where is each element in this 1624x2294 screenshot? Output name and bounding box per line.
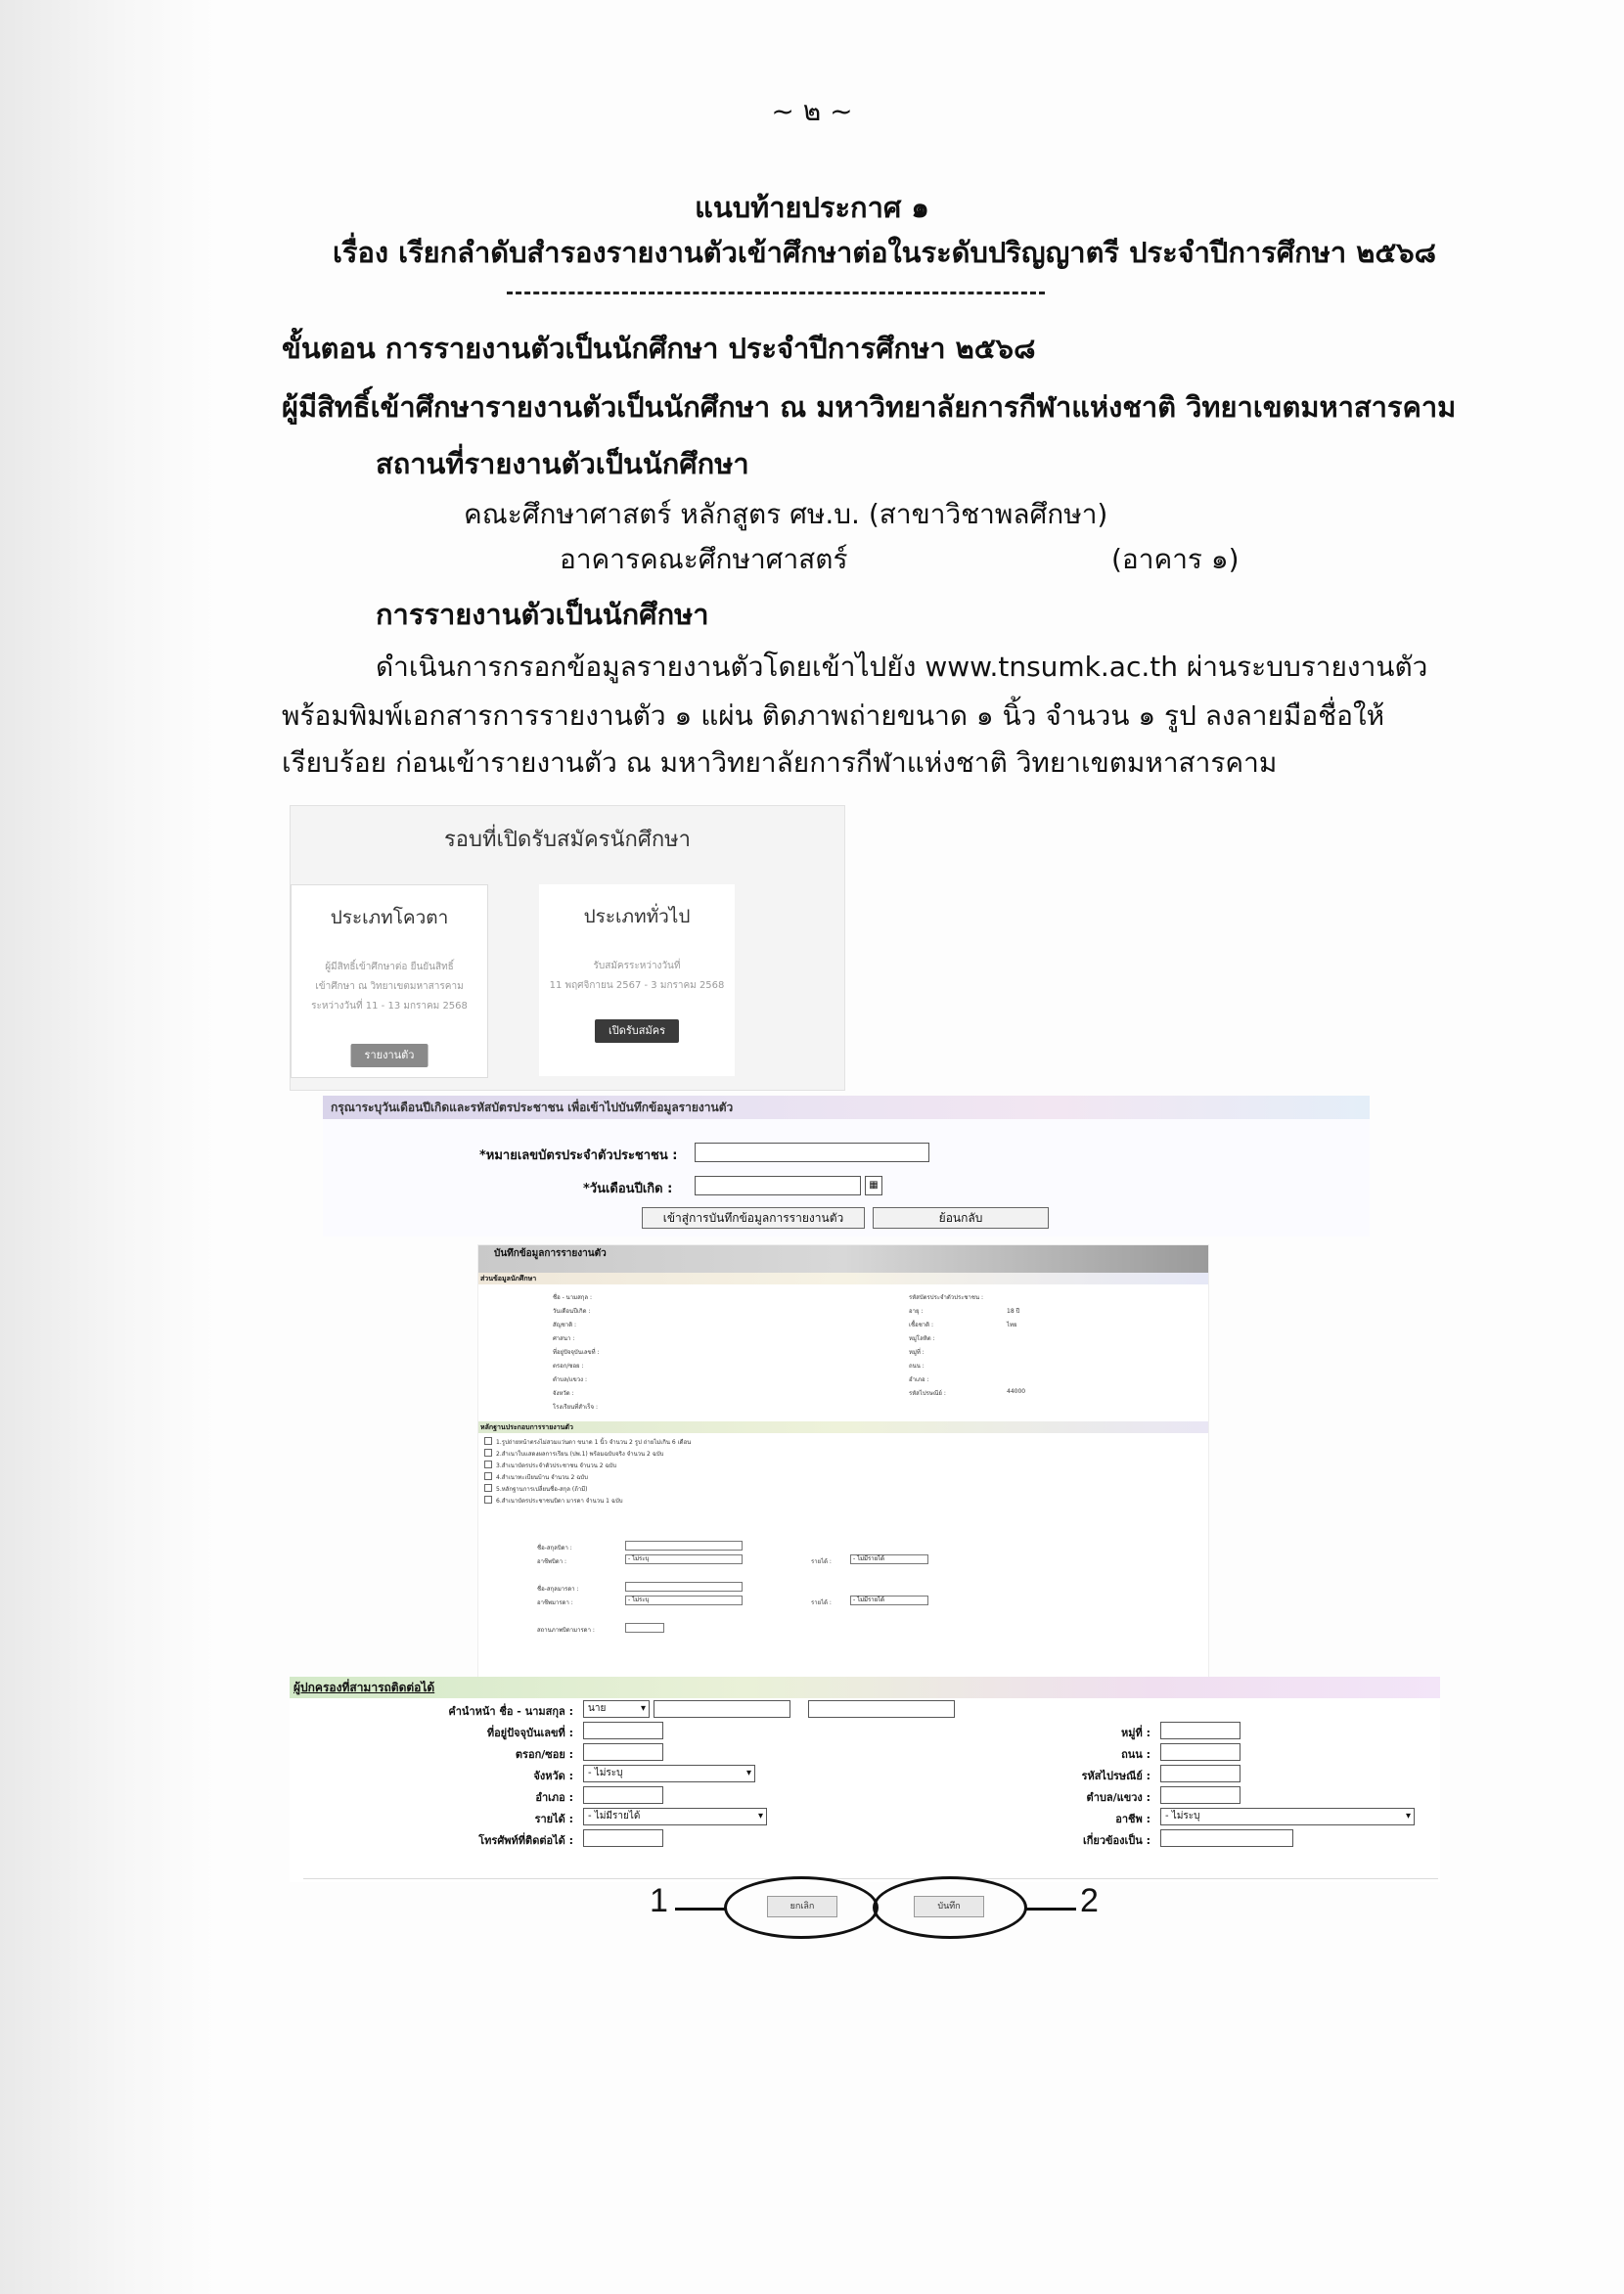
subject-line: เรื่อง เรียกลำดับสำรองรายงานตัวเข้าศึกษาต่อในระดับปริญญาตรี ประจำปีการศึกษา ๒๕๖๘: [333, 236, 1437, 269]
father-career-select[interactable]: - ไม่ระบุ: [625, 1554, 743, 1564]
income-select[interactable]: - ไม่มีรายได้ ▾: [583, 1808, 767, 1825]
parent-label: ชื่อ-สกุลมารดา :: [537, 1586, 579, 1593]
doc-checkbox[interactable]: [484, 1496, 492, 1504]
parent-label: รายได้ :: [811, 1558, 832, 1565]
field-label: เชื้อชาติ :: [909, 1322, 933, 1328]
moo-input[interactable]: [1160, 1722, 1241, 1739]
doc-item: 4.สำเนาทะเบียนบ้าน จำนวน 2 ฉบับ: [496, 1474, 588, 1481]
mother-income-select[interactable]: - ไม่มีรายได้: [850, 1596, 928, 1605]
phone-input[interactable]: [583, 1829, 663, 1847]
field-label: โรงเรียนที่สำเร็จ :: [553, 1404, 598, 1411]
district-input[interactable]: [583, 1786, 663, 1804]
faculty-line: คณะศึกษาศาสตร์ หลักสูตร ศษ.บ. (สาขาวิชาพลศึกษา): [464, 498, 1108, 530]
mother-name-input[interactable]: [625, 1582, 743, 1592]
postcode-input[interactable]: [1160, 1765, 1241, 1782]
step-heading: ขั้นตอน การรายงานตัวเป็นนักศึกษา ประจำปีการศึกษา ๒๕๖๘: [282, 332, 1036, 365]
marker-2: 2: [1080, 1882, 1099, 1919]
father-name-input[interactable]: [625, 1541, 743, 1551]
guardian-label: รายได้ :: [534, 1813, 573, 1825]
paragraph-line-1: ดำเนินการกรอกข้อมูลรายงานตัวโดยเข้าไปยัง www.tnsumk.ac.th ผ่านระบบรายงานตัว: [376, 651, 1428, 683]
eligible-heading: ผู้มีสิทธิ์เข้าศึกษารายงานตัวเป็นนักศึกษา ณ มหาวิทยาลัยการกีฬาแห่งชาติ วิทยาเขตมหาสารคาม: [282, 390, 1457, 424]
doc-item: 6.สำเนาบัตรประชาชนบิดา มารดา จำนวน 1 ฉบับ: [496, 1498, 623, 1505]
marker-1: 1: [650, 1882, 668, 1919]
quota-title: ประเภทโควตา: [330, 907, 449, 928]
road-input[interactable]: [1160, 1743, 1241, 1761]
admission-rounds-screenshot: [290, 805, 845, 1091]
doc-checkbox[interactable]: [484, 1449, 492, 1457]
building-number: (อาคาร ๑): [1111, 543, 1240, 575]
title-select[interactable]: นาย ▾: [583, 1700, 650, 1718]
doc-item: 1.รูปถ่ายหน้าตรงไม่สวมแว่นตา ขนาด 1 นิ้ว จำนวน 2 รูป ถ่ายไม่เกิน 6 เดือน: [496, 1439, 692, 1446]
subdistrict-input[interactable]: [1160, 1786, 1241, 1804]
doc-checkbox[interactable]: [484, 1472, 492, 1480]
back-button[interactable]: ย้อนกลับ: [873, 1207, 1049, 1229]
parent-label: อาชีพบิดา :: [537, 1558, 567, 1565]
relation-input[interactable]: [1160, 1829, 1293, 1847]
guardian-label: ถนน :: [1121, 1748, 1150, 1761]
id-input[interactable]: [695, 1143, 929, 1162]
guardian-header: ผู้ปกครองที่สามารถติดต่อได้: [290, 1677, 1440, 1698]
field-label: หมู่ที่ :: [909, 1349, 925, 1356]
guardian-label: จังหวัด :: [533, 1770, 573, 1782]
guardian-label: รหัสไปรษณีย์ :: [1081, 1770, 1150, 1782]
guardian-label: ตำบล/แขวง :: [1086, 1791, 1150, 1804]
parent-label: รายได้ :: [811, 1599, 832, 1606]
field-label: รหัสไปรษณีย์ :: [909, 1390, 946, 1397]
mother-career-select[interactable]: - ไม่ระบุ: [625, 1596, 743, 1605]
form-divider: [303, 1878, 1438, 1879]
career-select[interactable]: - ไม่ระบุ ▾: [1160, 1808, 1415, 1825]
guardian-label: ตรอก/ซอย :: [515, 1748, 573, 1761]
pointer-line-2: [1025, 1908, 1076, 1911]
enter-report-button[interactable]: เข้าสู่การบันทึกข้อมูลการรายงานตัว: [642, 1207, 865, 1229]
doc-checkbox[interactable]: [484, 1461, 492, 1468]
cancel-button[interactable]: ยกเลิก: [767, 1896, 837, 1917]
report-heading: การรายงานตัวเป็นนักศึกษา: [376, 598, 709, 631]
report-form-screenshot: [477, 1244, 1209, 1681]
doc-item: 5.หลักฐานการเปลี่ยนชื่อ-สกุล (ถ้ามี): [496, 1486, 588, 1493]
guardian-label: โทรศัพท์ที่ติดต่อได้ :: [478, 1834, 573, 1847]
field-label: อายุ :: [909, 1308, 924, 1315]
dashed-divider: [507, 292, 1045, 294]
dob-input[interactable]: [695, 1176, 861, 1195]
quota-line: เข้าศึกษา ณ วิทยาเขตมหาสารคาม: [315, 981, 464, 992]
guardian-label: อำเภอ :: [535, 1791, 573, 1804]
report-form-title: บันทึกข้อมูลการรายงานตัว: [478, 1245, 1208, 1275]
guardian-label: อาชีพ :: [1115, 1813, 1150, 1825]
general-title: ประเภททั่วไป: [583, 906, 691, 927]
field-label: ศาสนา :: [553, 1335, 575, 1342]
first-name-input[interactable]: [654, 1700, 790, 1718]
father-income-select[interactable]: - ไม่มีรายได้: [850, 1554, 928, 1564]
field-label: สัญชาติ :: [553, 1322, 577, 1328]
last-name-input[interactable]: [808, 1700, 955, 1718]
general-card: [539, 884, 735, 1076]
student-section-header: ส่วนข้อมูลนักศึกษา: [478, 1273, 1208, 1284]
login-form-header: กรุณาระบุวันเดือนปีเกิดและรหัสบัตรประชาชน เพื่อเข้าไปบันทึกข้อมูลรายงานตัว: [323, 1096, 1370, 1119]
guardian-label: คำนำหน้า ชื่อ - นามสกุล :: [448, 1705, 573, 1718]
doc-checkbox[interactable]: [484, 1437, 492, 1445]
province-select[interactable]: - ไม่ระบุ ▾: [583, 1765, 755, 1782]
house-no-input[interactable]: [583, 1722, 663, 1739]
quota-line: ผู้มีสิทธิ์เข้าศึกษาต่อ ยืนยันสิทธิ์: [325, 962, 454, 972]
doc-checkbox[interactable]: [484, 1484, 492, 1492]
guardian-label: เกี่ยวข้องเป็น :: [1082, 1834, 1150, 1847]
quota-line: ระหว่างวันที่ 11 - 13 มกราคม 2568: [311, 1001, 468, 1012]
login-form-screenshot: [323, 1096, 1370, 1237]
page-number: ~ ๒ ~: [771, 95, 853, 127]
general-line: 11 พฤศจิกายน 2567 - 3 มกราคม 2568: [549, 980, 725, 991]
parent-label: อาชีพมารดา :: [537, 1599, 573, 1606]
field-label: ที่อยู่ปัจจุบันเลขที่ :: [553, 1349, 600, 1356]
id-label: *หมายเลขบัตรประจำตัวประชาชน :: [479, 1148, 678, 1163]
save-button[interactable]: บันทึก: [914, 1896, 984, 1917]
guardian-form-screenshot: [290, 1677, 1440, 1882]
dob-label: *วันเดือนปีเกิด :: [583, 1182, 673, 1196]
open-apply-button[interactable]: เปิดรับสมัคร: [595, 1019, 679, 1043]
guardian-label: ที่อยู่ปัจจุบันเลขที่ :: [486, 1727, 573, 1739]
alley-input[interactable]: [583, 1743, 663, 1761]
field-label: อำเภอ :: [909, 1376, 929, 1383]
scan-edge-shadow: [0, 0, 215, 2294]
quota-card: [291, 884, 488, 1078]
calendar-icon[interactable]: ▦: [865, 1176, 882, 1195]
doc-item: 3.สำเนาบัตรประจำตัวประชาชน จำนวน 2 ฉบับ: [496, 1462, 617, 1469]
field-label: ชื่อ - นามสกุล :: [553, 1294, 592, 1301]
race-value: ไทย: [1007, 1322, 1017, 1328]
paragraph-line-3: เรียบร้อย ก่อนเข้ารายงานตัว ณ มหาวิทยาลัยการกีฬาแห่งชาติ วิทยาเขตมหาสารคาม: [282, 746, 1278, 779]
parent-status-select[interactable]: [625, 1623, 664, 1633]
parent-label: สถานภาพบิดามารดา :: [537, 1627, 595, 1634]
field-label: รหัสบัตรประจำตัวประชาชน :: [909, 1294, 983, 1301]
paragraph-line-2: พร้อมพิมพ์เอกสารการรายงานตัว ๑ แผ่น ติดภาพถ่ายขนาด ๑ นิ้ว จำนวน ๑ รูป ลงลายมือชื่อให้: [282, 699, 1385, 732]
age-value: 18 ปี: [1007, 1308, 1020, 1315]
field-label: ถนน :: [909, 1363, 925, 1370]
field-label: ตำบล/แขวง :: [553, 1376, 587, 1383]
postcode-value: 44000: [1007, 1388, 1026, 1395]
rounds-title: รอบที่เปิดรับสมัครนักศึกษา: [443, 828, 691, 852]
general-line: รับสมัครระหว่างวันที่: [593, 961, 681, 971]
field-label: หมู่โลหิต :: [909, 1335, 935, 1342]
pointer-line-1: [675, 1908, 726, 1911]
docs-section-header: หลักฐานประกอบการรายงานตัว: [478, 1421, 1208, 1433]
annex-title: แนบท้ายประกาศ ๑: [695, 191, 929, 224]
guardian-label: หมู่ที่ :: [1121, 1727, 1150, 1739]
doc-item: 2.สำเนาใบแสดงผลการเรียน (ปพ.1) พร้อมฉบับจริง จำนวน 2 ฉบับ: [496, 1451, 664, 1458]
report-button[interactable]: รายงานตัว: [351, 1044, 429, 1067]
field-label: ตรอก/ซอย :: [553, 1363, 584, 1370]
field-label: จังหวัด :: [553, 1390, 574, 1397]
building-name: อาคารคณะศึกษาศาสตร์: [560, 543, 848, 575]
location-heading: สถานที่รายงานตัวเป็นนักศึกษา: [376, 447, 749, 480]
field-label: วันเดือนปีเกิด :: [553, 1308, 591, 1315]
parent-label: ชื่อ-สกุลบิดา :: [537, 1545, 572, 1552]
